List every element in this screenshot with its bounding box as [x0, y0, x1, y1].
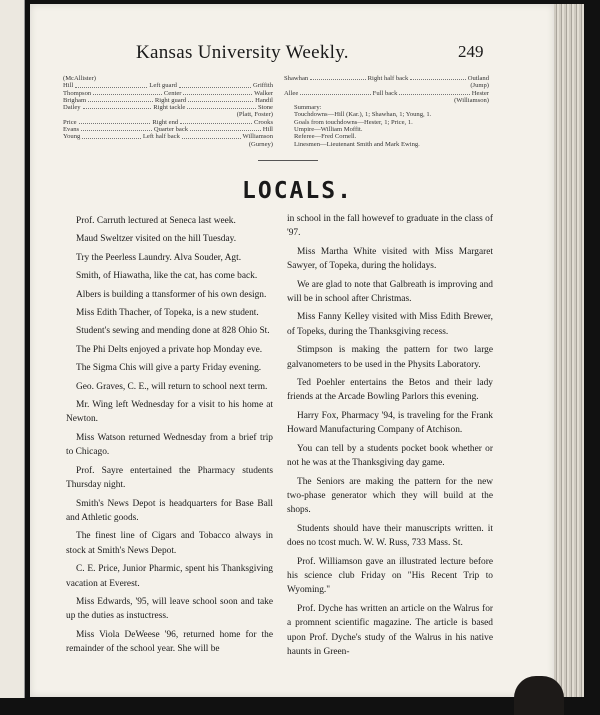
- local-item: Miss Fanny Kelley visited with Miss Edith Brewer, of Topeks, during the Thanksgiving recess.: [287, 312, 493, 337]
- local-item: Ted Poehler entertains the Betos and their lady friends at the Arcade Bowling Parlors this evening.: [287, 378, 493, 403]
- local-item: We are glad to note that Galbreath is improving and will be in school after Christmas.: [287, 279, 493, 305]
- local-item: Miss Edwards, '95, will leave school soon and take up the duties as instuctress.: [66, 596, 273, 622]
- local-item: The Seniors are making the pattern for the new two-phase generator which they will build at the shops.: [287, 476, 493, 516]
- leader-dots: [179, 82, 251, 87]
- lineup-name: Brigham: [63, 96, 87, 104]
- leader-dots: [310, 75, 365, 80]
- local-item: Harry Fox, Pharmacy '94, is traveling for the Frank Howard Manufacturing Company of Atchison.: [287, 410, 493, 436]
- summary-line: Umpire—William Moffit.: [294, 126, 363, 134]
- lineup-right: [284, 75, 489, 148]
- lineup-position: Right half back: [367, 75, 409, 82]
- local-item: The finest line of Cigars and Tobacco always in stock at Smith's News Depot.: [66, 531, 273, 556]
- page-number: 249: [458, 42, 484, 61]
- leader-dots: [79, 119, 151, 124]
- spacer: [284, 97, 454, 104]
- lineup-position: Right tackle: [153, 104, 186, 112]
- local-item: Albers is building a ttansformer of his own design.: [76, 289, 267, 300]
- leader-dots: [183, 90, 252, 95]
- leader-dots: [81, 126, 152, 131]
- summary-line: Touchdowns—Hill (Kar.), 1; Shawhan, 1; Young, 1.: [294, 111, 432, 119]
- lineup-row: [63, 111, 273, 118]
- lineup-position: Quarter back: [153, 126, 189, 134]
- lineup-row: [63, 119, 273, 126]
- leader-dots: [182, 133, 241, 138]
- lineup-player: Outland: [467, 75, 489, 82]
- leader-dots: [300, 90, 370, 95]
- local-item: Prof. Carruth lectured at Seneca last week.: [76, 216, 236, 226]
- leader-dots: [399, 90, 469, 95]
- lineup-row: [63, 90, 273, 97]
- leader-dots: [83, 104, 152, 109]
- local-item: You can tell by a students pocket book whether or not he was at the Thanksgiving day game.: [287, 443, 493, 469]
- lineup-row: [284, 97, 489, 104]
- lineup-position: Left half back: [142, 133, 180, 141]
- local-item: Students should have their manuscripts written. it does no tcost much. W. W. Russ, 733 Mass. St.: [287, 523, 493, 549]
- leader-dots: [88, 97, 153, 102]
- lineup-player: Hester: [471, 89, 489, 97]
- spacer: [63, 111, 237, 118]
- local-item: Miss Edith Thacher, of Topeka, is a new student.: [76, 308, 259, 319]
- local-item: Mr. Wing left Wednesday for a visit to his home at Newton.: [66, 400, 273, 425]
- lineup-row: [284, 90, 489, 97]
- local-item: Maud Sweltzer visited on the hill Tuesday.: [76, 234, 237, 245]
- leader-dots: [187, 104, 256, 109]
- lineup-player: Walker: [254, 89, 273, 97]
- local-item: Student's sewing and mending done at 828 Ohio St.: [76, 326, 270, 337]
- local-item: C. E. Price, Junior Pharmic, spent his Thanksgiving vacation at Everest.: [66, 564, 273, 589]
- lineup-position: Right end: [152, 118, 179, 126]
- thumb-holding-page: [514, 676, 564, 715]
- spacer: [96, 75, 273, 82]
- local-item: The Sigma Chis will give a party Friday evening.: [76, 363, 262, 374]
- lineup-name: Price: [63, 118, 77, 126]
- leader-dots: [82, 133, 141, 138]
- leader-dots: [190, 126, 261, 131]
- local-item: Geo. Graves, C. E., will return to school next term.: [76, 381, 268, 392]
- lineup-player: Stone: [257, 104, 273, 112]
- lineup-row: [284, 82, 489, 89]
- lineup-name: Allee: [284, 89, 299, 97]
- lineup-row: [63, 126, 273, 133]
- lineup-player: (Williamson): [454, 96, 489, 104]
- continued-paragraph: in school in the fall howevef to graduate in the class of '97.: [287, 214, 493, 239]
- left-column: [66, 214, 273, 661]
- previous-page-edge: [0, 0, 25, 698]
- lineup-row: [63, 82, 273, 89]
- lineup-row: [63, 97, 273, 104]
- lineup-name: Young: [63, 133, 81, 141]
- lineup-player: Handil: [255, 96, 273, 104]
- local-item: Try the Peerless Laundry. Alva Souder, Agt.: [76, 252, 242, 263]
- lineup-name: (McAllister): [63, 75, 96, 82]
- right-column: [287, 212, 493, 663]
- summary-line: Referee—Fred Cornell.: [294, 133, 357, 141]
- leader-dots: [75, 82, 147, 87]
- page-stack-edge: [554, 4, 584, 697]
- leader-dots: [93, 90, 162, 95]
- lineup-player: Williamson: [242, 133, 273, 141]
- lineup-name: Hill: [63, 82, 74, 90]
- lineup-row: [63, 104, 273, 111]
- lineup-position: Right guard: [154, 96, 187, 104]
- lineup-player: (Jump): [470, 82, 489, 90]
- local-item: Stimpson is making the pattern for two large galvanometers to be used in the Physits Laboratory.: [287, 345, 493, 370]
- summary-heading: Summary:: [294, 104, 322, 112]
- leader-dots: [410, 75, 465, 80]
- lineup-name: Thompson: [63, 89, 92, 97]
- lineup-position: Full back: [372, 89, 398, 97]
- lineup-left: [63, 75, 273, 148]
- summary-line: Linesmen—Lieutenant Smith and Mark Ewing.: [294, 140, 420, 148]
- lineup-player: Hill: [262, 126, 273, 134]
- lineup-position: Center: [163, 89, 182, 97]
- spacer: [284, 82, 470, 89]
- lineup-row: [284, 75, 489, 82]
- lineup-player: (Platt, Foster): [236, 111, 273, 119]
- section-divider: [258, 160, 318, 161]
- lineup-player: (Gurney): [248, 140, 273, 148]
- lineup-name: Evans: [63, 126, 80, 134]
- summary-line: Goals from touchdowns—Hester, 1; Price, 1.: [294, 118, 413, 126]
- leader-dots: [180, 119, 252, 124]
- local-item: The Phi Delts enjoyed a private hop Monday eve.: [76, 344, 263, 355]
- local-item: Prof. Sayre entertained the Pharmacy students Thursday night.: [66, 465, 273, 491]
- lineup-player: Crooks: [253, 118, 273, 126]
- local-item: Prof. Dyche has written an article on the Walrus for a promnent scientific magazine. The article is based upon Prof. Dyche's study of the Walrus in his native haunts in Green-: [287, 603, 493, 657]
- lineup-name: Dailey: [63, 104, 81, 112]
- publication-title: Kansas University Weekly.: [136, 42, 349, 63]
- local-item: Miss Martha White visited with Miss Margaret Sawyer, of Topeka, during the holidays.: [287, 246, 493, 272]
- local-item: Smith, of Hiawatha, like the cat, has come back.: [76, 271, 258, 282]
- local-item: Smith's News Depot is headquarters for Base Ball and Athletic goods.: [66, 498, 273, 523]
- lineup-row: [63, 133, 273, 140]
- local-item: Miss Watson returned Wednesday from a brief trip to Chicago.: [66, 432, 273, 458]
- leader-dots: [188, 97, 253, 102]
- local-item: Miss Viola DeWeese '96, returned home for the remainder of the school year. She will be: [66, 629, 273, 655]
- lineup-player: Griffith: [252, 82, 273, 90]
- spacer: [63, 141, 249, 148]
- lineup-position: Left guard: [149, 82, 177, 90]
- lineup-row: [63, 75, 273, 82]
- section-title: LOCALS.: [242, 178, 353, 204]
- lineup-name: Shawhan: [284, 75, 309, 82]
- local-item: Prof. Williamson gave an illustrated lecture before his science club Friday on "His Recent Trip to Wyoming.": [287, 556, 493, 596]
- lineup-row: [63, 141, 273, 148]
